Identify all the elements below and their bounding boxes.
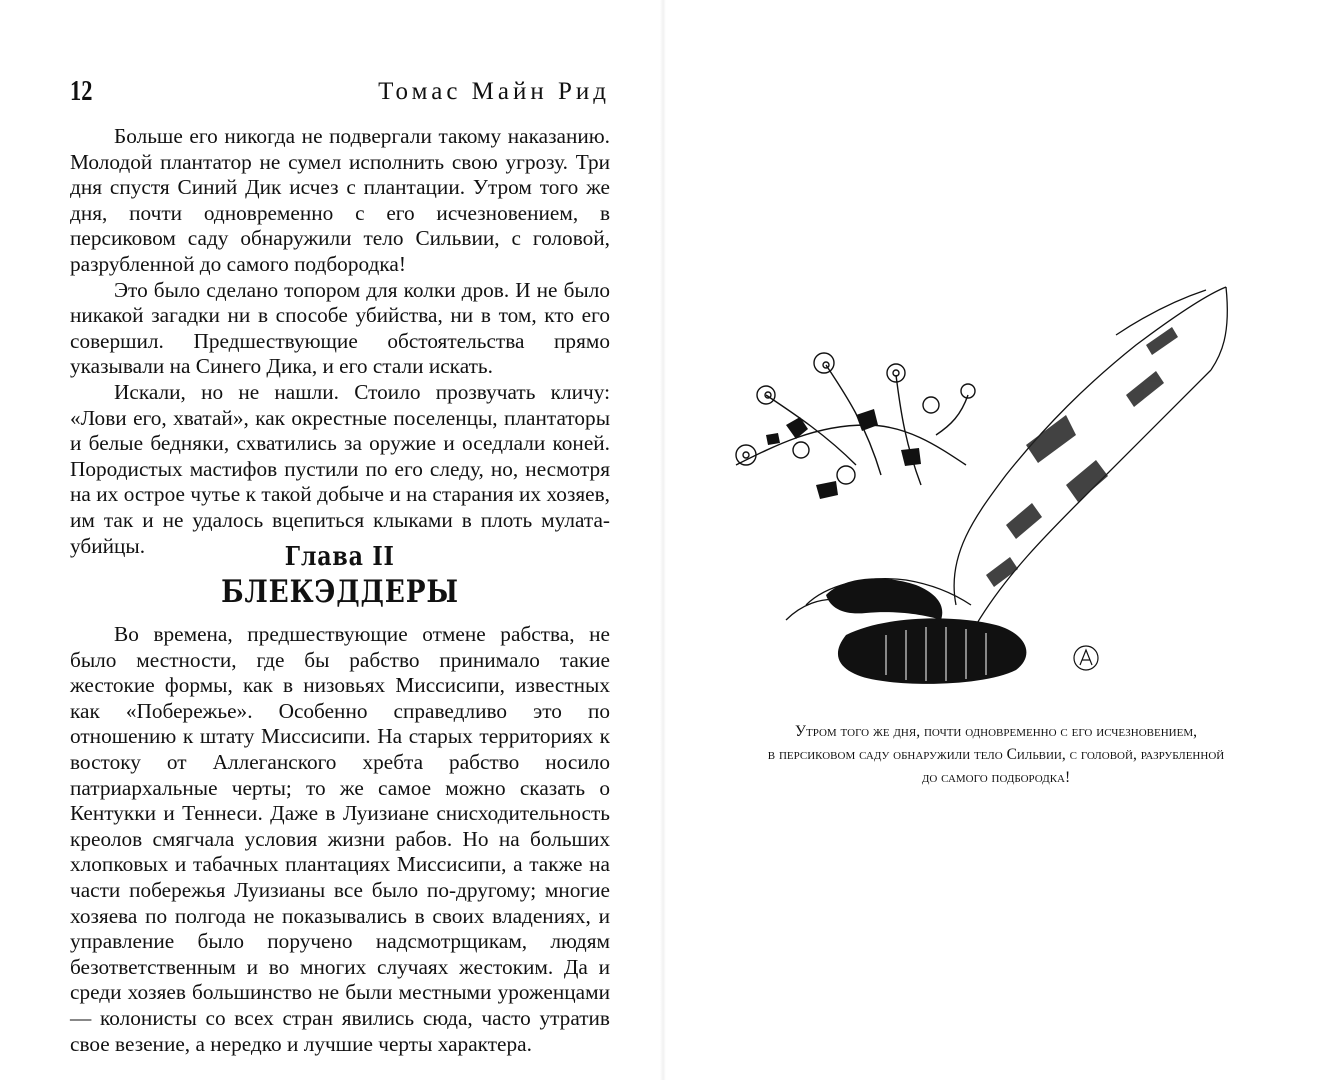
caption-line: Утром того же дня, почти одновременно с его исчезновением, bbox=[795, 723, 1197, 740]
header-author: Томас Майн Рид bbox=[378, 78, 610, 105]
text-block-before-chapter bbox=[70, 124, 610, 559]
illustration bbox=[706, 275, 1246, 695]
text-block-after-chapter bbox=[70, 622, 610, 1057]
paragraph: Искали, но не нашли. Стоило прозвучать кличу: «Лови его, хватай», как окрестные поселенцы, плантаторы и белые бедняки, схватились за оружие и оседлали коней. Породистых мастифов пустили по его следу, но, несмотря на их острое чутье к такой добыче и на старания их хозяев, им так и не удалось вцепиться клыками в плоть мулата-убийцы. bbox=[70, 379, 610, 558]
running-header bbox=[70, 68, 610, 108]
page-number: 12 bbox=[70, 76, 93, 107]
left-page bbox=[0, 0, 660, 1080]
right-page bbox=[666, 0, 1326, 1080]
pool-drawing bbox=[838, 618, 1026, 683]
paragraph: Это было сделано топором для колки дров. И не было никакой загадки ни в способе убийства, ни в том, кто его совершил. Предшествующие обстоятельства прямо указывали на Синего Дика, и его стали искать. bbox=[70, 277, 610, 379]
dress-shading bbox=[986, 327, 1178, 587]
paragraph: Больше его никогда не подвергали такому наказанию. Молодой плантатор не сумел исполнить свою угрозу. Три дня спустя Синий Дик исчез с плантации. Утром того же дня, почти одновременно с его исчезновением, в персиковом саду обнаружили тело Сильвии, с головой, разрубленной до самого подбородка! bbox=[70, 124, 610, 276]
illustration-caption bbox=[726, 720, 1266, 789]
flower-branch-drawing bbox=[736, 353, 975, 485]
caption-line: до самого подбородка! bbox=[921, 769, 1071, 786]
chapter-number: Глава II bbox=[284, 542, 395, 572]
chapter-heading bbox=[70, 542, 610, 610]
chapter-title: БЛЕКЭДДЕРЫ bbox=[221, 574, 459, 610]
artist-monogram bbox=[1074, 646, 1098, 670]
paragraph: Во времена, предшествующие отмене рабства, не было местности, где бы рабство принимало такие жестокие формы, как в низовьях Миссисипи, известных как «Побережье». Особенно справедливо это по отношению к штату Миссисипи. На старых территориях к востоку от Аллеганского хребта рабство носило патриархальные черты; то же самое можно сказать о Кентукки и Теннеси. Даже в Луизиане снисходительность креолов смягчала условия жизни рабов. Но на больших хлопковых и табачных плантациях Миссисипи, а также на части побережья Луизианы все было по-другому; многие хозяева по полгода не показывались в своих владениях, и управление было поручено надсмотрщикам, людям безответственным и во многих случаях жестоким. Да и среди хозяев большинство не были местными уроженцами — колонисты со всех стран явились сюда, часто утратив свое везение, а нередко и лучшие черты характера. bbox=[70, 622, 610, 1056]
caption-line: в персиковом саду обнаружили тело Сильвии, с головой, разрубленной bbox=[767, 746, 1225, 763]
